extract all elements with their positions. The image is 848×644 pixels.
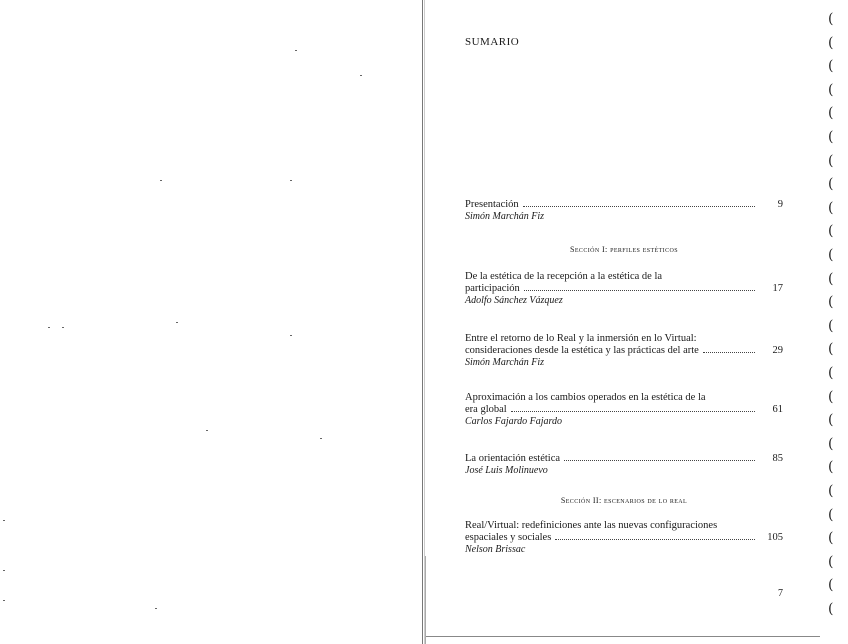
- toc-entry-title: Entre el retorno de lo Real y la inmersión en lo Virtual:: [465, 333, 697, 344]
- binding-spine: [820, 0, 848, 644]
- toc-page-number: 17: [772, 283, 783, 294]
- scan-speck: [295, 50, 297, 51]
- leader-dots: [511, 411, 755, 412]
- scan-speck: [290, 335, 292, 336]
- binding-mark: (: [828, 601, 834, 617]
- toc-author: Simón Marchán Fiz: [465, 357, 545, 368]
- binding-mark: (: [828, 129, 834, 145]
- toc-entry-title: Presentación: [465, 199, 519, 210]
- binding-mark: (: [828, 34, 834, 51]
- scan-speck: [176, 322, 178, 323]
- toc-author: José Luis Molinuevo: [465, 465, 548, 476]
- binding-mark: (: [828, 341, 834, 358]
- toc-page-number: 105: [767, 532, 783, 543]
- binding-mark: (: [828, 270, 834, 287]
- binding-mark: (: [828, 435, 834, 452]
- binding-mark: (: [828, 412, 834, 429]
- scan-speck: [360, 75, 362, 76]
- page-folio: 7: [778, 588, 783, 599]
- page-title: SUMARIO: [465, 36, 520, 48]
- scan-speck: [3, 570, 5, 571]
- binding-mark: (: [828, 223, 834, 240]
- toc-entry-title: La orientación estética: [465, 453, 561, 464]
- leader-dots: [524, 290, 755, 291]
- toc-author: Nelson Brissac: [465, 544, 526, 555]
- toc-entry: [465, 453, 783, 477]
- binding-mark: (: [828, 459, 834, 476]
- leader-dots: [523, 206, 755, 207]
- leader-dots: [703, 352, 755, 353]
- section-heading: Sección II: escenarios de lo real: [560, 496, 688, 505]
- section-heading: Sección I: perfiles estéticos: [570, 245, 678, 254]
- toc-entry: [465, 271, 783, 307]
- binding-mark: (: [828, 152, 834, 169]
- toc-author: Simón Marchán Fiz: [465, 211, 545, 222]
- binding-mark: (: [828, 11, 834, 27]
- binding-mark: (: [828, 577, 834, 594]
- binding-mark: (: [828, 176, 834, 193]
- leader-dots: [555, 539, 755, 540]
- toc-page-number: 85: [772, 453, 783, 464]
- binding-mark: (: [828, 58, 834, 75]
- scan-speck: [320, 438, 322, 439]
- toc-page-number: 29: [772, 345, 783, 356]
- toc-entry-title-cont: consideraciones desde la estética y las prácticas del arte: [465, 345, 699, 356]
- toc-entry-title-cont: era global: [465, 404, 507, 415]
- binding-mark: (: [828, 365, 834, 381]
- toc-entry-title-cont: espaciales y sociales: [465, 532, 552, 543]
- toc-page-number: 9: [777, 199, 783, 210]
- binding-mark: (: [828, 199, 834, 216]
- binding-mark: (: [828, 294, 834, 311]
- scan-speck: [155, 608, 157, 609]
- gutter-shadow-line: [425, 556, 426, 644]
- scan-speck: [3, 600, 5, 601]
- toc-entry-title: De la estética de la recepción a la estética de la: [465, 271, 663, 282]
- toc-entry: [465, 333, 783, 369]
- toc-entry: [465, 199, 783, 223]
- leader-dots: [564, 460, 755, 461]
- toc-entry-title-cont: participación: [465, 283, 520, 294]
- binding-mark: (: [828, 530, 834, 547]
- contents-page: [425, 0, 820, 644]
- binding-mark: (: [828, 105, 834, 122]
- toc-entry-title: Real/Virtual: redefiniciones ante las nuevas configuraciones: [465, 520, 718, 531]
- scan-speck: [62, 327, 64, 328]
- binding-mark: (: [828, 506, 834, 523]
- binding-mark: (: [828, 553, 834, 570]
- binding-mark: (: [828, 81, 834, 98]
- scan-speck: [290, 180, 292, 181]
- toc-entry: [465, 392, 783, 428]
- binding-mark: (: [828, 483, 834, 499]
- scan-speck: [206, 430, 208, 431]
- toc-entry-title: Aproximación a los cambios operados en la estética de la: [465, 392, 706, 403]
- toc-entry: [465, 520, 783, 556]
- scan-speck: [48, 327, 50, 328]
- binding-mark: (: [828, 388, 834, 405]
- scan-speck: [3, 520, 5, 521]
- page-bottom-edge: [425, 636, 820, 637]
- toc-author: Carlos Fajardo Fajardo: [465, 416, 563, 427]
- scan-speck: [160, 180, 162, 181]
- toc-page-number: 61: [772, 404, 783, 415]
- page-gutter: [422, 0, 423, 644]
- toc-author: Adolfo Sánchez Vázquez: [465, 295, 563, 306]
- binding-mark: (: [828, 247, 834, 263]
- binding-mark: (: [828, 317, 834, 334]
